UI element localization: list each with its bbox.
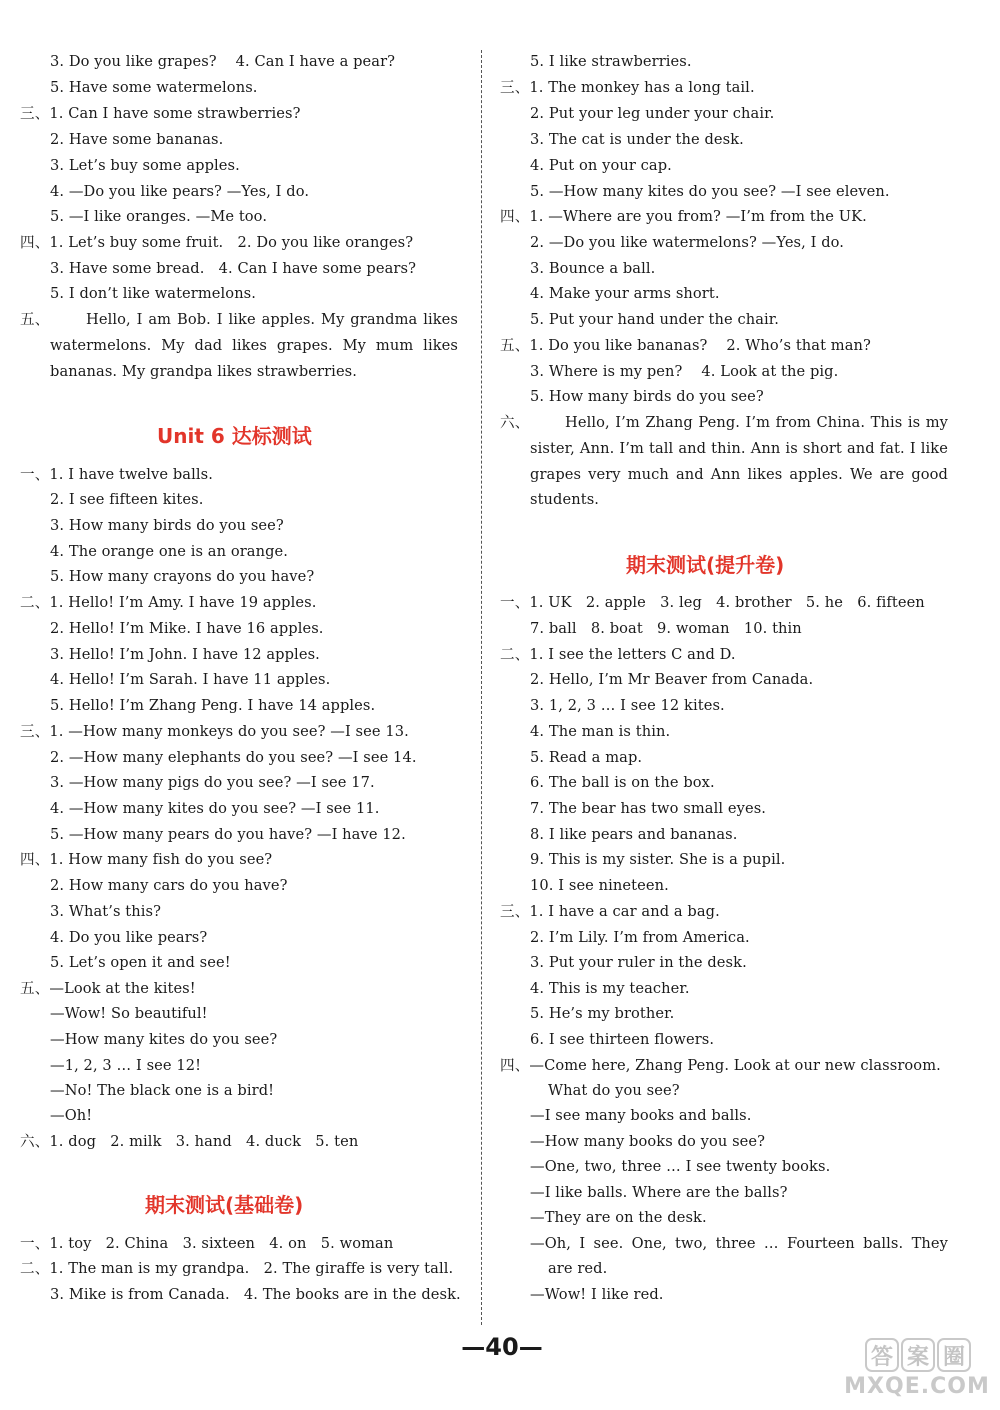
text-line: —1, 2, 3 … I see 12! — [50, 1057, 202, 1074]
section-label-line: 二、1. Hello! I’m Amy. I have 19 apples. — [20, 594, 317, 611]
text-line: 3. 1, 2, 3 … I see 12 kites. — [530, 697, 725, 714]
section-label-line: 二、1. The man is my grandpa. 2. The giraffe is very tall. — [20, 1260, 454, 1277]
section-label-line: 一、1. UK 2. apple 3. leg 4. brother 5. he 6. fifteen — [500, 594, 925, 611]
section-heading-final-advanced: 期末测试(提升卷) — [626, 553, 785, 577]
text-line: 2. How many cars do you have? — [50, 877, 288, 894]
text-line: 5. Have some watermelons. — [50, 79, 258, 96]
text-line: 3. How many birds do you see? — [50, 517, 284, 534]
dialogue-line: —How many books do you see? — [530, 1133, 766, 1150]
section-label-line: 四、1. How many fish do you see? — [20, 851, 273, 868]
text-line: 4. —How many kites do you see? —I see 11. — [50, 800, 380, 817]
text-line: 5. —How many pears do you have? —I have 12. — [50, 826, 406, 843]
section-label: 五、 — [20, 311, 50, 328]
text-line: 2. Hello, I’m Mr Beaver from Canada. — [530, 671, 814, 688]
watermark-char: 案 — [901, 1338, 935, 1372]
section-label-line: 四、—Come here, Zhang Peng. Look at our new classroom. — [500, 1057, 941, 1074]
watermark-site: MXQE.COM — [844, 1374, 990, 1399]
text-line: 3. The cat is under the desk. — [530, 131, 744, 148]
text-line: 2. Hello! I’m Mike. I have 16 apples. — [50, 620, 324, 637]
paragraph-line: Hello, I’m Zhang Peng. I’m from China. This is my — [565, 414, 948, 431]
text-line: —No! The black one is a bird! — [50, 1082, 275, 1099]
section-label-line: 三、1. The monkey has a long tail. — [500, 79, 755, 96]
text-line: 2. Put your leg under your chair. — [530, 105, 775, 122]
section-label-line: 五、1. Do you like bananas? 2. Who’s that man? — [500, 337, 871, 354]
text-line: 2. I’m Lily. I’m from America. — [530, 929, 750, 946]
text-line: 3. —How many pigs do you see? —I see 17. — [50, 774, 375, 791]
text-line: —How many kites do you see? — [50, 1031, 278, 1048]
section-label-line: 五、—Look at the kites! — [20, 980, 196, 997]
text-line: 3. Put your ruler in the desk. — [530, 954, 747, 971]
dialogue-line: —I see many books and balls. — [530, 1107, 752, 1124]
section-label-line: 一、1. toy 2. China 3. sixteen 4. on 5. woman — [20, 1235, 394, 1252]
paragraph-line: sister, Ann. I’m tall and thin. Ann is short and fat. I like — [530, 440, 948, 457]
text-line: 4. The orange one is an orange. — [50, 543, 289, 560]
section-label-line: 三、1. —How many monkeys do you see? —I see 13. — [20, 723, 409, 740]
text-line: 6. The ball is on the box. — [530, 774, 715, 791]
text-line: 2. —Do you like watermelons? —Yes, I do. — [530, 234, 845, 251]
text-line: 3. Let’s buy some apples. — [50, 157, 240, 174]
text-line: 5. Read a map. — [530, 749, 643, 766]
paragraph-line: bananas. My grandpa likes strawberries. — [50, 363, 358, 380]
text-line: 5. Hello! I’m Zhang Peng. I have 14 apples. — [50, 697, 376, 714]
text-line: 9. This is my sister. She is a pupil. — [530, 851, 786, 868]
text-line: 3. Do you like grapes? 4. Can I have a pear? — [50, 53, 396, 70]
section-label-line: 三、1. I have a car and a bag. — [500, 903, 720, 920]
text-line: 3. What’s this? — [50, 903, 162, 920]
paragraph-line: Hello, I am Bob. I like apples. My grandma likes — [86, 311, 458, 328]
text-line: 3. Where is my pen? 4. Look at the pig. — [530, 363, 839, 380]
text-line: 5. How many birds do you see? — [530, 388, 764, 405]
dialogue-line: —Wow! I like red. — [530, 1286, 664, 1303]
section-label-line: 三、1. Can I have some strawberries? — [20, 105, 301, 122]
page-number: —40— — [461, 1333, 543, 1361]
text-line: 7. ball 8. boat 9. woman 10. thin — [530, 620, 802, 637]
section-label: 六、 — [500, 414, 530, 431]
text-line: 3. Have some bread. 4. Can I have some pears? — [50, 260, 417, 277]
text-line: 4. —Do you like pears? —Yes, I do. — [50, 183, 310, 200]
text-line: 2. Have some bananas. — [50, 131, 224, 148]
dialogue-line: —They are on the desk. — [530, 1209, 707, 1226]
section-label-line: 四、1. Let’s buy some fruit. 2. Do you like oranges? — [20, 234, 414, 251]
dialogue-line: —Oh, I see. One, two, three … Fourteen balls. They — [530, 1235, 948, 1252]
text-line: 4. The man is thin. — [530, 723, 671, 740]
text-line: 2. —How many elephants do you see? —I see 14. — [50, 749, 417, 766]
text-line: 4. Hello! I’m Sarah. I have 11 apples. — [50, 671, 331, 688]
text-line: 3. Bounce a ball. — [530, 260, 656, 277]
text-line: 3. Mike is from Canada. 4. The books are in the desk. — [50, 1286, 461, 1303]
section-heading-final-basic: 期末测试(基础卷) — [145, 1193, 304, 1217]
text-line: 8. I like pears and bananas. — [530, 826, 738, 843]
text-line: 5. —I like oranges. —Me too. — [50, 208, 268, 225]
text-line: 5. I don’t like watermelons. — [50, 285, 257, 302]
dialogue-line: —One, two, three … I see twenty books. — [530, 1158, 831, 1175]
dialogue-line: What do you see? — [548, 1082, 680, 1099]
watermark-char: 答 — [865, 1338, 899, 1372]
text-line: 4. Put on your cap. — [530, 157, 672, 174]
text-line: 5. I like strawberries. — [530, 53, 692, 70]
dialogue-line: are red. — [548, 1260, 608, 1277]
text-line: 3. Hello! I’m John. I have 12 apples. — [50, 646, 320, 663]
section-label-line: 二、1. I see the letters C and D. — [500, 646, 736, 663]
section-label-line: 四、1. —Where are you from? —I’m from the UK. — [500, 208, 867, 225]
watermark-char: 圈 — [937, 1338, 971, 1372]
paragraph-line: watermelons. My dad likes grapes. My mum likes — [50, 337, 458, 354]
text-line: 5. How many crayons do you have? — [50, 568, 315, 585]
text-line: —Wow! So beautiful! — [50, 1005, 208, 1022]
section-label-line: 六、1. dog 2. milk 3. hand 4. duck 5. ten — [20, 1133, 359, 1150]
text-line: 7. The bear has two small eyes. — [530, 800, 767, 817]
text-line: 4. This is my teacher. — [530, 980, 690, 997]
section-heading-unit6: Unit 6 达标测试 — [157, 424, 312, 448]
text-line: 5. Put your hand under the chair. — [530, 311, 779, 328]
dialogue-line: —I like balls. Where are the balls? — [530, 1184, 788, 1201]
text-line: 5. He’s my brother. — [530, 1005, 675, 1022]
section-label-line: 一、1. I have twelve balls. — [20, 466, 213, 483]
text-line: 2. I see fifteen kites. — [50, 491, 204, 508]
watermark-logo — [848, 1338, 988, 1372]
text-line: —Oh! — [50, 1107, 93, 1124]
text-line: 6. I see thirteen flowers. — [530, 1031, 715, 1048]
column-divider — [481, 50, 482, 1325]
text-line: 4. Make your arms short. — [530, 285, 720, 302]
text-line: 10. I see nineteen. — [530, 877, 669, 894]
paragraph-line: students. — [530, 491, 600, 508]
text-line: 5. —How many kites do you see? —I see eleven. — [530, 183, 890, 200]
paragraph-line: grapes very much and Ann likes apples. We are good — [530, 466, 948, 483]
text-line: 4. Do you like pears? — [50, 929, 208, 946]
text-line: 5. Let’s open it and see! — [50, 954, 231, 971]
